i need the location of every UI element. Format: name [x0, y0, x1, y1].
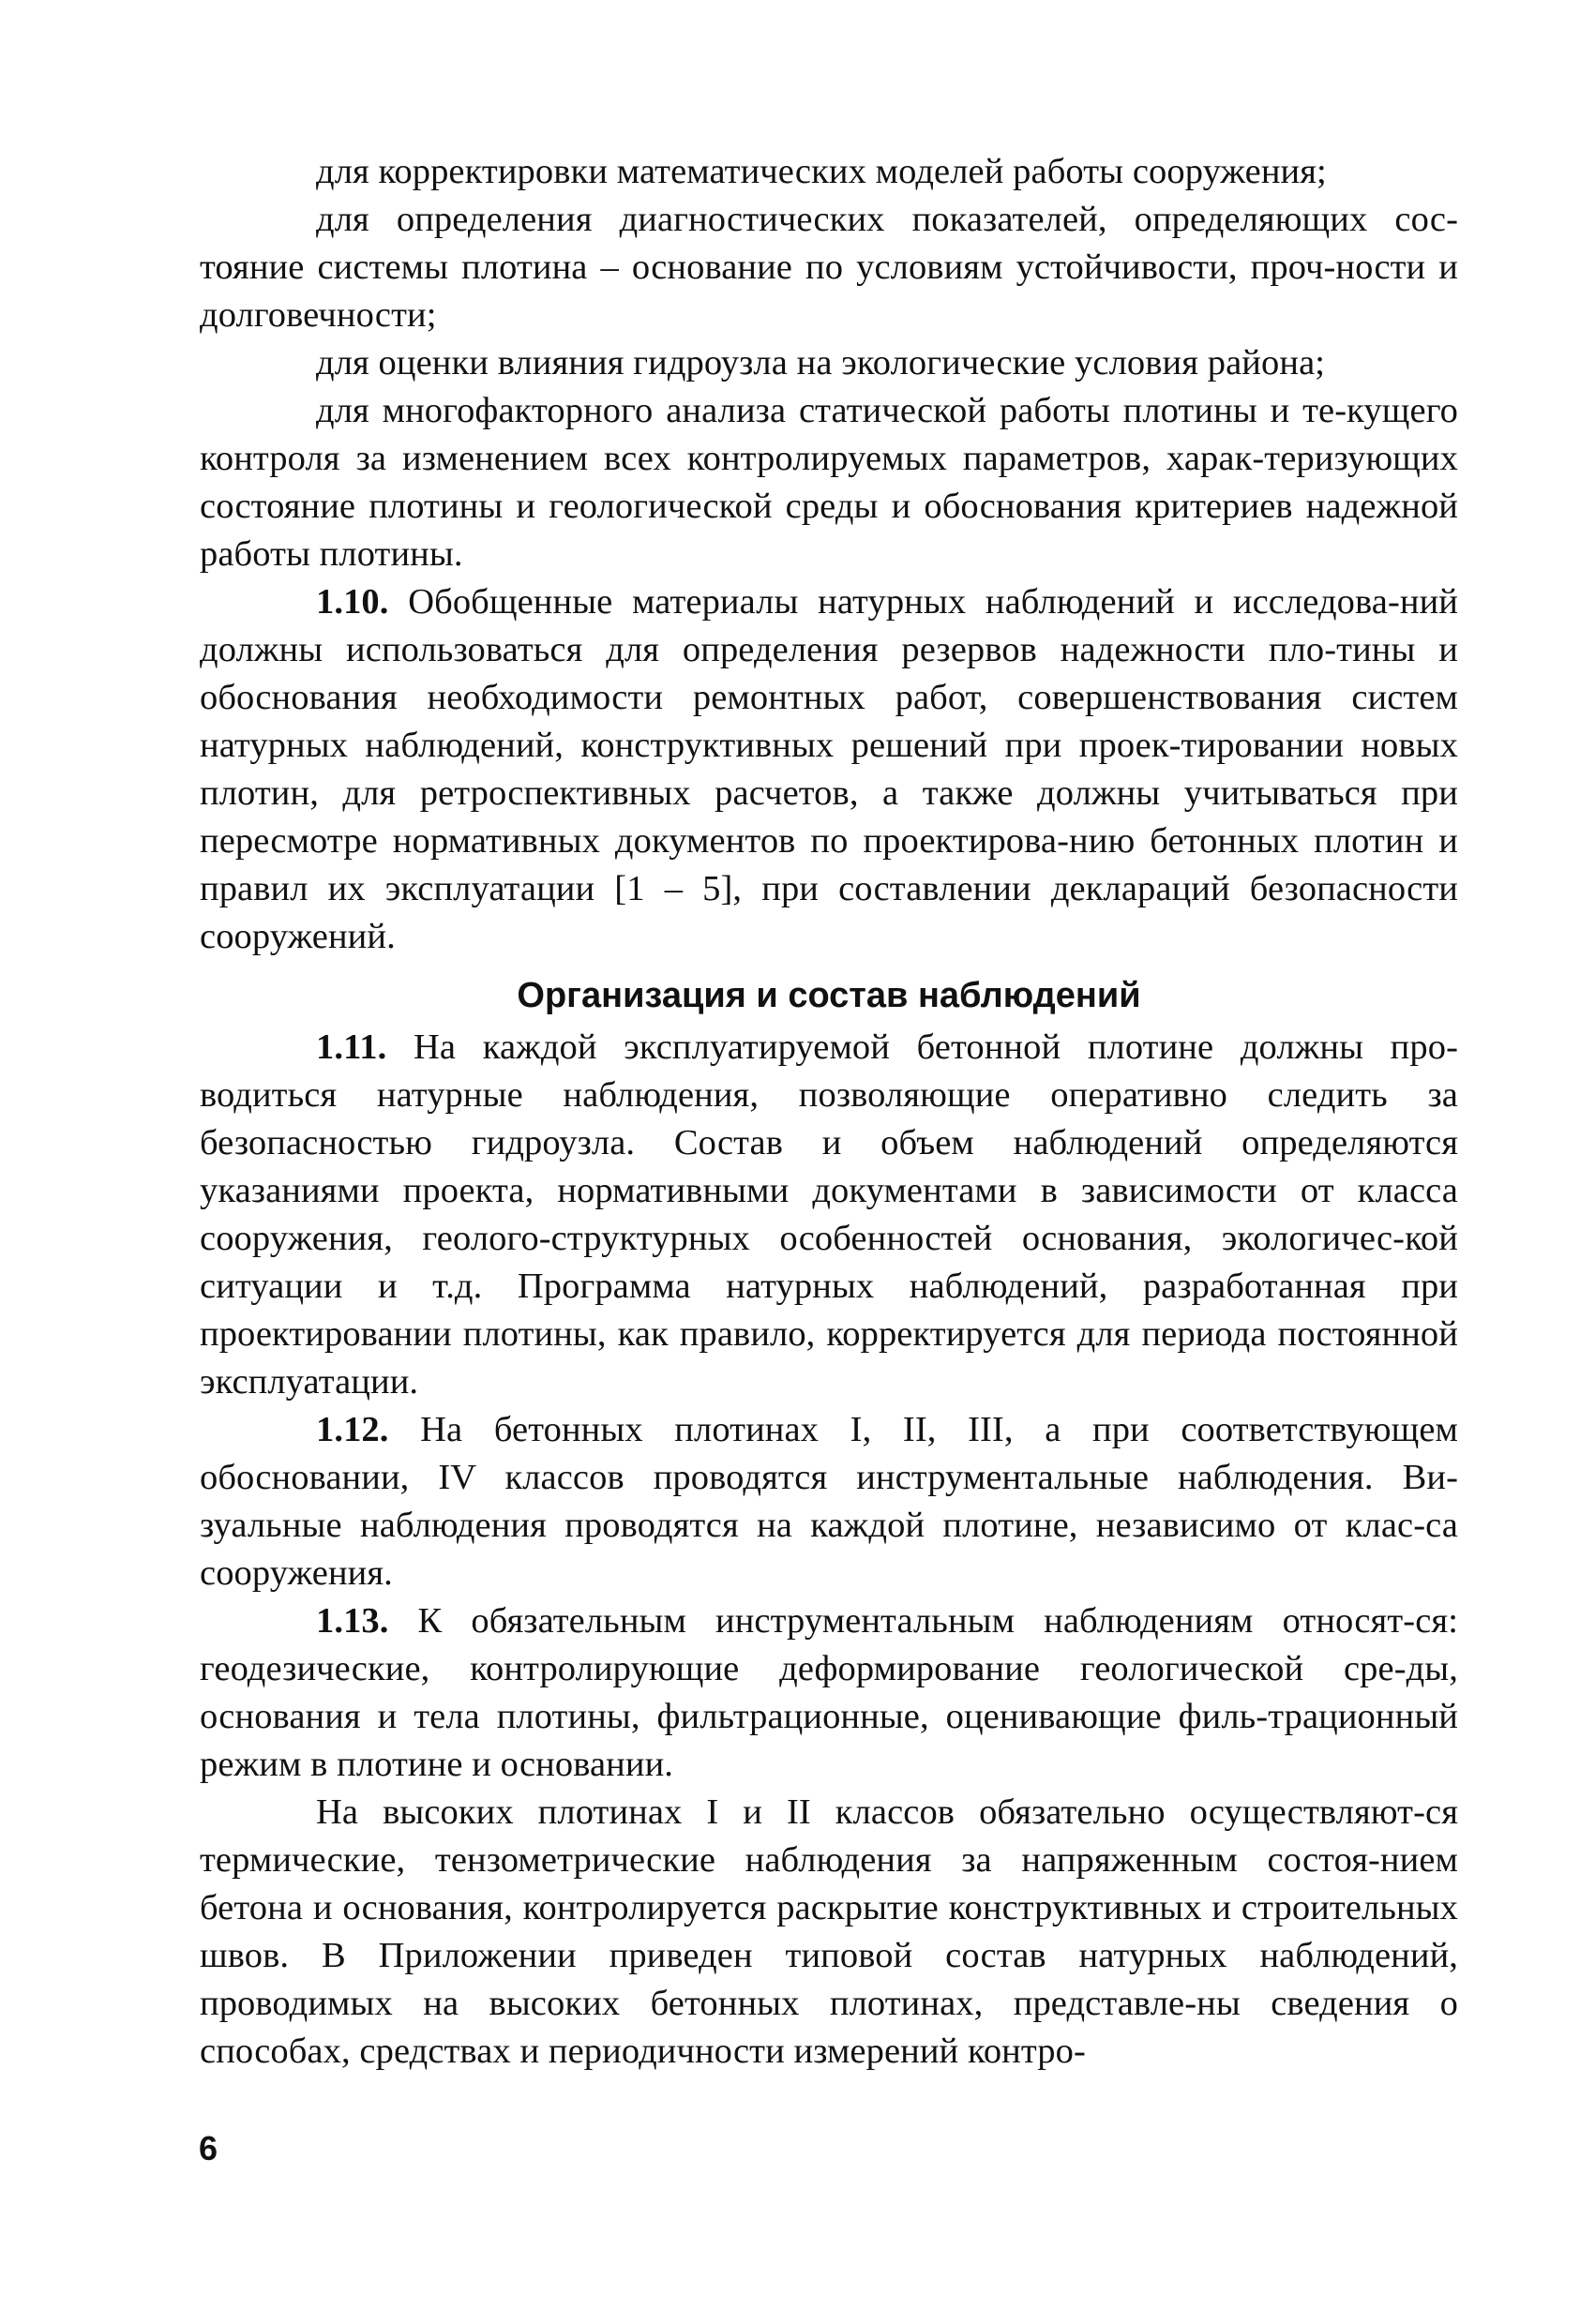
- paragraph: для определения диагностических показателей, определяющих сос-тояние системы плотина – основание по условиям устойчивости, проч-ности и долговечности;: [200, 200, 1458, 335]
- paragraph: [200, 1024, 1458, 1406]
- section-heading: Организация и состав наблюдений: [517, 976, 1141, 1015]
- page-number: 6: [199, 2129, 218, 2167]
- paragraph: для оценки влияния гидроузла на экологические условия района;: [316, 343, 1326, 382]
- page-body: [200, 148, 1458, 2192]
- clause-text: На каждой эксплуатируемой бетонной плотине должны про-водиться натурные наблюдения, позволяющие оперативно следить за безопасностью гидроузла. Состав и объем наблюдений определяются указаниями проекта, нормативными документами в зависимости от класса сооружения, геолого-структурных особенностей основания, экологичес-кой ситуации и т.д. Программа натурных наблюдений, разработанная при проектировании плотины, как правило, корректируется для периода постоянной эксплуатации.: [200, 1027, 1458, 1402]
- clause-number: 1.13.: [316, 1601, 389, 1641]
- clause-text: Обобщенные материалы натурных наблюдений и исследова-ний должны использоваться для определения резервов надежности пло-тины и обоснования необходимости ремонтных работ, совершенствования систем натурных наблюдений, конструктивных решений при проек-тировании новых плотин, для ретроспективных расчетов, а также должны учитываться при пересмотре нормативных документов по проектирова-нию бетонных плотин и правил их эксплуатации [1 – 5], при составлении деклараций безопасности сооружений.: [200, 582, 1458, 956]
- clause-number: 1.12.: [316, 1410, 389, 1449]
- clause-number: 1.11.: [316, 1027, 387, 1067]
- paragraph: [200, 1406, 1458, 1597]
- paragraph: для многофакторного анализа статической работы плотины и те-кущего контроля за изменением всех контролируемых параметров, харак-теризующих состояние плотины и геологической среды и обоснования критериев надежной работы плотины.: [200, 391, 1458, 574]
- paragraph: для корректировки математических моделей работы сооружения;: [316, 152, 1327, 191]
- clause-number: 1.10.: [316, 582, 389, 622]
- paragraph: [200, 578, 1458, 961]
- paragraph: На высоких плотинах I и II классов обязательно осуществляют-ся термические, тензометрические наблюдения за напряженным состоя-нием бетона и основания, контролируется раскрытие конструктивных и строительных швов. В Приложении приведен типовой состав натурных наблюдений, проводимых на высоких бетонных плотинах, представле-ны сведения о способах, средствах и периодичности измерений контро-: [200, 1792, 1458, 2071]
- paragraph: [200, 1597, 1458, 1789]
- clause-text: На бетонных плотинах I, II, III, а при соответствующем обосновании, IV классов проводятся инструментальные наблюдения. Ви-зуальные наблюдения проводятся на каждой плотине, независимо от клас-са сооружения.: [200, 1410, 1458, 1593]
- clause-text: К обязательным инструментальным наблюдениям относят-ся: геодезические, контролирующие деформирование геологической сре-ды, основания и тела плотины, фильтрационные, оценивающие филь-трационный режим в плотине и основании.: [200, 1601, 1458, 1784]
